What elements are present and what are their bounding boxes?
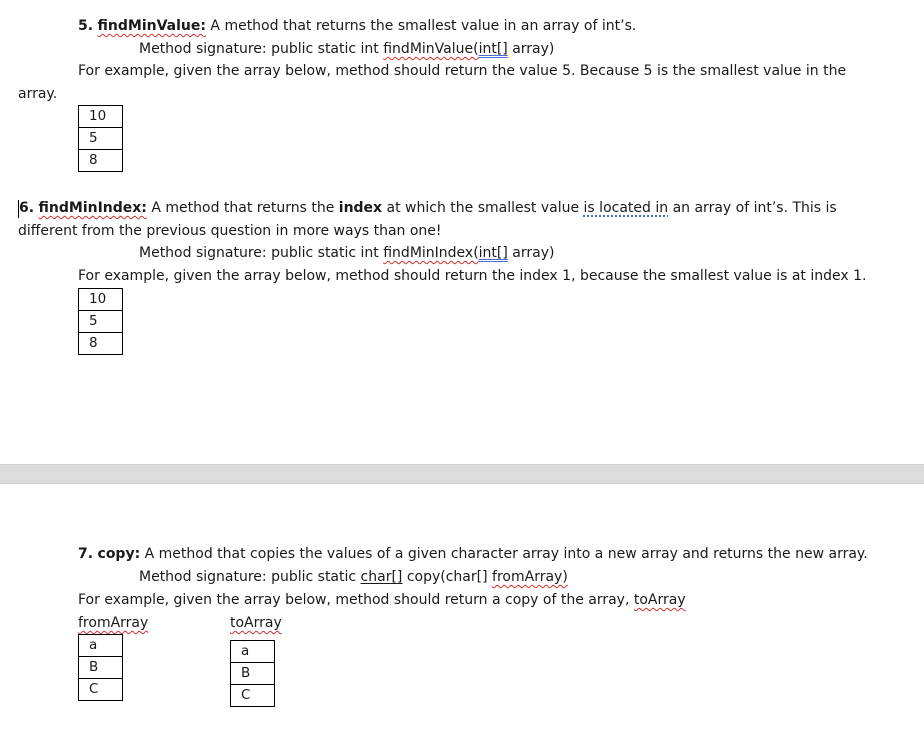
q7-example-b: toArray bbox=[633, 592, 686, 608]
q7-sig-return: char[] bbox=[360, 569, 403, 585]
q6-desc-bold: index bbox=[338, 200, 383, 216]
q5-method-name: findMinValue: bbox=[97, 18, 206, 34]
q5-signature bbox=[139, 40, 554, 58]
q7-description: A method that copies the values of a given character array into a new array and returns the new array. bbox=[140, 546, 868, 562]
q6-sig-type: int[] bbox=[478, 245, 508, 261]
q6-sig-prefix: Method signature: public static int bbox=[139, 245, 384, 261]
q5-array-cell: 8 bbox=[79, 150, 123, 172]
q6-method-name: findMinIndex: bbox=[38, 200, 147, 216]
q6-desc-a: A method that returns the bbox=[146, 200, 339, 216]
q7-from-cell: B bbox=[79, 657, 123, 679]
q7-method-name: copy: bbox=[97, 546, 141, 562]
q6-number: 6. bbox=[19, 200, 35, 216]
q7-sig-prefix: Method signature: public static bbox=[139, 569, 361, 585]
q7-to-cell: a bbox=[231, 641, 275, 663]
q5-sig-prefix: Method signature: public static int bbox=[139, 41, 384, 57]
q5-example-line1: For example, given the array below, method should return the value 5. Because 5 is the smallest value in the bbox=[78, 63, 847, 79]
q6-example: For example, given the array below, method should return the index 1, because the smallest value is at index 1. bbox=[78, 268, 867, 284]
q7-example-a: For example, given the array below, method should return a copy of the array, bbox=[78, 592, 634, 608]
q6-sig-name: findMinIndex( bbox=[383, 245, 479, 261]
q6-array-cell: 10 bbox=[79, 289, 123, 311]
q6-desc-c: an array of int’s. This is bbox=[668, 200, 837, 216]
q7-signature bbox=[139, 568, 568, 586]
q7-label-from: fromArray bbox=[78, 615, 149, 631]
q6-array-table bbox=[78, 288, 123, 355]
q7-to-cell: B bbox=[231, 663, 275, 685]
q5-sig-suffix: array) bbox=[507, 41, 555, 57]
q7-from-cell: C bbox=[79, 679, 123, 701]
q7-sig-mid: copy(char[] bbox=[402, 569, 493, 585]
q5-example-line2: array. bbox=[18, 86, 58, 102]
q7-heading bbox=[78, 545, 868, 563]
q6-signature bbox=[139, 244, 554, 262]
q5-number: 5. bbox=[78, 18, 94, 34]
q6-array-cell: 5 bbox=[79, 311, 123, 333]
q5-heading bbox=[78, 17, 636, 35]
q6-desc-b: at which the smallest value bbox=[382, 200, 584, 216]
q6-description-line2: different from the previous question in more ways than one! bbox=[18, 223, 442, 239]
q5-array-cell: 10 bbox=[79, 106, 123, 128]
q7-example bbox=[78, 591, 686, 609]
q7-to-array-table bbox=[230, 640, 275, 707]
q7-from-cell: a bbox=[79, 635, 123, 657]
q5-description: A method that returns the smallest value in an array of int’s. bbox=[205, 18, 637, 34]
q7-to-cell: C bbox=[231, 685, 275, 707]
q5-sig-name: findMinValue( bbox=[383, 41, 479, 57]
q7-sig-param: fromArray) bbox=[492, 569, 568, 585]
q7-number: 7. bbox=[78, 546, 94, 562]
q5-array-cell: 5 bbox=[79, 128, 123, 150]
q5-array-table bbox=[78, 105, 123, 172]
q6-desc-dotted: is located in bbox=[583, 200, 669, 216]
q6-array-cell: 8 bbox=[79, 333, 123, 355]
q6-heading bbox=[19, 199, 837, 217]
q6-sig-suffix: array) bbox=[507, 245, 555, 261]
page-break-gap bbox=[0, 464, 924, 484]
q7-label-to: toArray bbox=[230, 615, 282, 631]
q7-from-array-table bbox=[78, 634, 123, 701]
q5-sig-type: int[] bbox=[478, 41, 508, 57]
